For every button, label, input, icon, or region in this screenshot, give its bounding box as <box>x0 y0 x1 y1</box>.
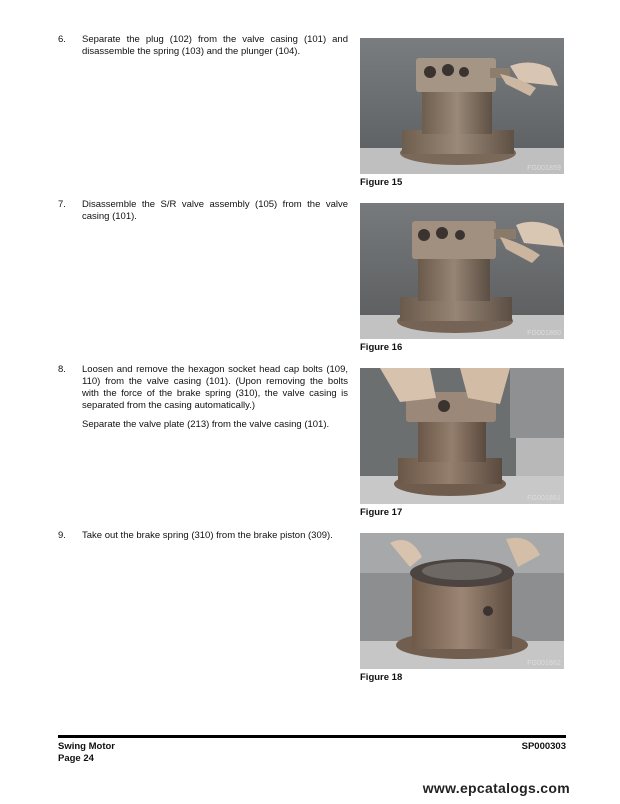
step-text: Loosen and remove the hexagon socket head cap bolts (109, 110) from the valve casing (101). (Upon removing the bolts with the force of the brake spring (310), the valve casing is separated from the casing automatically.) <box>82 364 348 411</box>
step-number: 7. <box>58 199 66 210</box>
figure-17 <box>360 368 564 518</box>
figure-code: FG001862 <box>527 660 561 667</box>
step-9 <box>58 530 348 549</box>
step-7 <box>58 199 348 230</box>
step-text: Separate the valve plate (213) from the valve casing (101). <box>82 419 330 430</box>
watermark: www.epcatalogs.com <box>422 780 570 796</box>
motor-photo <box>360 533 564 669</box>
figure-caption: Figure 17 <box>360 507 403 518</box>
figure-code: FG001859 <box>527 165 561 172</box>
footer-left <box>58 741 115 765</box>
step-number: 6. <box>58 34 66 45</box>
page-number: Page 24 <box>58 753 94 764</box>
step-8 <box>58 364 348 438</box>
figure-16 <box>360 203 564 353</box>
step-text: Take out the brake spring (310) from the brake piston (309). <box>82 530 333 541</box>
step-number: 8. <box>58 364 66 375</box>
step-text: Separate the plug (102) from the valve casing (101) and disassemble the spring (103) and the plunger (104). <box>82 34 348 57</box>
footer-rule <box>58 735 566 738</box>
motor-photo <box>360 203 564 339</box>
document-id: SP000303 <box>521 741 566 752</box>
step-text: Disassemble the S/R valve assembly (105) from the valve casing (101). <box>82 199 348 222</box>
motor-photo <box>360 38 564 174</box>
figure-caption: Figure 15 <box>360 177 403 188</box>
figure-code: FG001861 <box>527 495 561 502</box>
step-number: 9. <box>58 530 66 541</box>
figure-caption: Figure 18 <box>360 672 403 683</box>
motor-photo <box>360 368 564 504</box>
footer-title: Swing Motor <box>58 741 115 752</box>
figure-caption: Figure 16 <box>360 342 403 353</box>
step-6 <box>58 34 348 65</box>
figure-code: FG001860 <box>527 330 561 337</box>
figure-18 <box>360 533 564 683</box>
figure-15 <box>360 38 564 188</box>
